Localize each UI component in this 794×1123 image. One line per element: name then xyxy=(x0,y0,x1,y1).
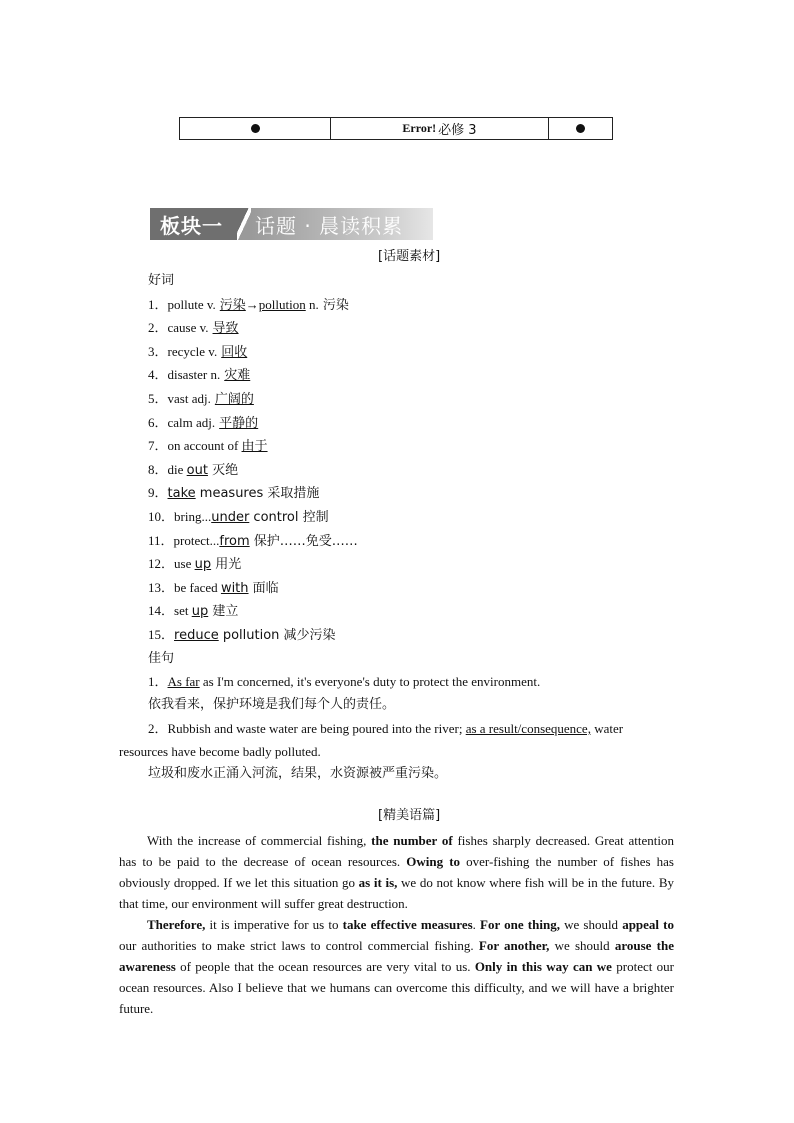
word-pos: adj. xyxy=(191,391,211,406)
word-number: 2． xyxy=(148,320,168,335)
sentence-number: 2． xyxy=(148,721,168,736)
word-item xyxy=(148,580,279,597)
word-text: pollution 减少污染 xyxy=(218,628,336,643)
sentence-1 xyxy=(148,674,540,690)
sentence-text: water xyxy=(590,721,624,736)
word-text: set xyxy=(174,603,192,618)
words-title: 好词 xyxy=(148,273,175,288)
word-number: 13． xyxy=(148,580,175,595)
header-center-cell xyxy=(331,118,549,139)
word-item xyxy=(148,415,258,432)
text: With the increase of commercial fishing, xyxy=(147,833,372,848)
word-text: control 控制 xyxy=(249,510,329,525)
key-phrase: For another, xyxy=(478,938,550,953)
key-phrase: Only in this way can we xyxy=(474,959,612,974)
word-text: 污染 xyxy=(318,298,349,313)
word-item xyxy=(148,485,319,502)
section-banner xyxy=(150,208,433,240)
arrow-icon: → xyxy=(245,297,259,312)
word-number: 12． xyxy=(148,556,175,571)
section-label-materials: [话题素材] xyxy=(378,249,441,264)
sentence-text: Rubbish and waste water are being poured into the river; xyxy=(167,721,466,736)
word-item xyxy=(148,391,254,408)
bullet-icon xyxy=(251,124,260,133)
word-text: pollute xyxy=(167,297,207,312)
key-phrase: appeal to xyxy=(622,917,674,932)
word-text: die xyxy=(167,462,187,477)
word-item xyxy=(148,556,241,573)
word-item xyxy=(148,603,238,620)
sentence-text: as I'm concerned, it's everyone's duty to protect the environment. xyxy=(199,674,541,689)
banner-part1: 板块一 xyxy=(150,208,237,240)
key-phrase: For one thing, xyxy=(480,917,560,932)
word-pos: n. xyxy=(210,367,221,382)
word-answer: out xyxy=(186,463,208,478)
word-pos: v. xyxy=(206,297,216,312)
text: of people that the ocean resources are very vital to us. xyxy=(175,959,475,974)
word-pos: n. xyxy=(305,297,319,312)
word-answer: 平静的 xyxy=(219,416,259,431)
word-item xyxy=(148,533,358,550)
header-title: 必修 3 xyxy=(438,123,477,138)
sentence-answer: as a result/consequence, xyxy=(465,721,591,736)
word-text: recycle xyxy=(167,344,209,359)
word-answer: 回收 xyxy=(221,345,248,360)
word-text: calm xyxy=(167,415,197,430)
text: we should xyxy=(559,917,623,932)
word-number: 15． xyxy=(148,627,175,642)
word-answer: pollution xyxy=(258,297,306,312)
text: our authorities to make strict laws to control commercial fishing. xyxy=(119,938,479,953)
passage-paragraph-2 xyxy=(119,914,674,1019)
word-text: use xyxy=(174,556,195,571)
word-item xyxy=(148,462,238,479)
header-right-cell xyxy=(549,118,612,139)
sentence-2-cn: 垃圾和废水正涌入河流，结果，水资源被严重污染。 xyxy=(148,766,448,781)
sentence-2-cont: resources have become badly polluted. xyxy=(119,744,321,759)
word-text: 用光 xyxy=(211,557,242,572)
text: it is imperative for us to xyxy=(205,917,343,932)
header-left-cell xyxy=(180,118,331,139)
word-text: measures 采取措施 xyxy=(195,486,320,501)
key-phrase: Therefore, xyxy=(147,917,206,932)
word-text: 灭绝 xyxy=(207,463,239,478)
key-phrase: as it is, xyxy=(358,875,398,890)
word-item xyxy=(148,438,268,455)
word-text: 建立 xyxy=(208,604,239,619)
word-answer: under xyxy=(211,510,250,525)
word-text: protect... xyxy=(173,533,220,548)
word-answer: 广阔的 xyxy=(214,392,254,407)
word-pos: v. xyxy=(199,320,209,335)
sentences-title: 佳句 xyxy=(148,651,175,666)
word-text: vast xyxy=(167,391,192,406)
text: we do not know where fish will be in the future. By that time, our environment will suffer great destruction. xyxy=(119,875,674,911)
text: over-fishing the number of fishes has obviously dropped. If we let this situation go xyxy=(119,854,674,890)
word-number: 3． xyxy=(148,344,168,359)
word-text: 保护……免受…… xyxy=(249,534,358,549)
key-phrase: take effective measures xyxy=(342,917,473,932)
word-text: on account of xyxy=(167,438,242,453)
text: fishes sharply decreased. Great attention has to be paid to the decrease of ocean resources. xyxy=(119,833,675,869)
word-answer: with xyxy=(220,581,249,596)
word-answer: up xyxy=(194,557,212,572)
word-answer: reduce xyxy=(174,628,219,643)
word-pos: adj. xyxy=(196,415,216,430)
word-number: 9． xyxy=(148,485,168,500)
word-text: be faced xyxy=(174,580,221,595)
word-number: 10． xyxy=(148,509,175,524)
word-item xyxy=(148,509,329,526)
section-label-passage: [精美语篇] xyxy=(378,808,441,823)
word-number: 1． xyxy=(148,297,168,312)
word-item xyxy=(148,297,349,314)
text: . xyxy=(472,917,481,932)
bullet-icon xyxy=(576,124,585,133)
word-number: 8． xyxy=(148,462,168,477)
word-number: 11． xyxy=(148,533,174,548)
word-number: 5． xyxy=(148,391,168,406)
word-text: bring... xyxy=(174,509,212,524)
key-phrase: arouse the awareness xyxy=(119,938,674,974)
text: we should xyxy=(549,938,615,953)
header-table xyxy=(179,117,613,140)
word-answer: from xyxy=(219,534,250,549)
word-number: 14． xyxy=(148,603,175,618)
word-answer: 由于 xyxy=(241,439,268,454)
word-number: 7． xyxy=(148,438,168,453)
word-pos: v. xyxy=(208,344,218,359)
sentence-number: 1． xyxy=(148,674,168,689)
passage-paragraph-1 xyxy=(119,830,674,914)
word-answer: 灾难 xyxy=(224,368,251,383)
sentence-1-cn: 依我看来，保护环境是我们每个人的责任。 xyxy=(148,697,396,712)
word-item xyxy=(148,320,239,337)
word-item xyxy=(148,627,336,644)
word-answer: up xyxy=(191,604,209,619)
sentence-answer: As far xyxy=(167,674,200,689)
word-text: 面临 xyxy=(248,581,279,596)
banner-part2: 话题 · 晨读积累 xyxy=(251,208,433,240)
word-answer: 污染 xyxy=(219,298,246,313)
word-text: disaster xyxy=(167,367,211,382)
key-phrase: the number of xyxy=(371,833,453,848)
word-answer: take xyxy=(167,486,196,501)
word-number: 6． xyxy=(148,415,168,430)
banner-divider xyxy=(237,208,251,240)
sentence-2 xyxy=(148,721,674,737)
word-item xyxy=(148,344,247,361)
word-answer: 导致 xyxy=(212,321,239,336)
word-item xyxy=(148,367,250,384)
header-error: Error! xyxy=(402,121,437,135)
text: protect our ocean resources. Also I believe that we humans can overcome this difficulty, and we will have a brighter future. xyxy=(119,959,674,1016)
word-number: 4． xyxy=(148,367,168,382)
word-text: cause xyxy=(167,320,200,335)
key-phrase: Owing to xyxy=(406,854,461,869)
